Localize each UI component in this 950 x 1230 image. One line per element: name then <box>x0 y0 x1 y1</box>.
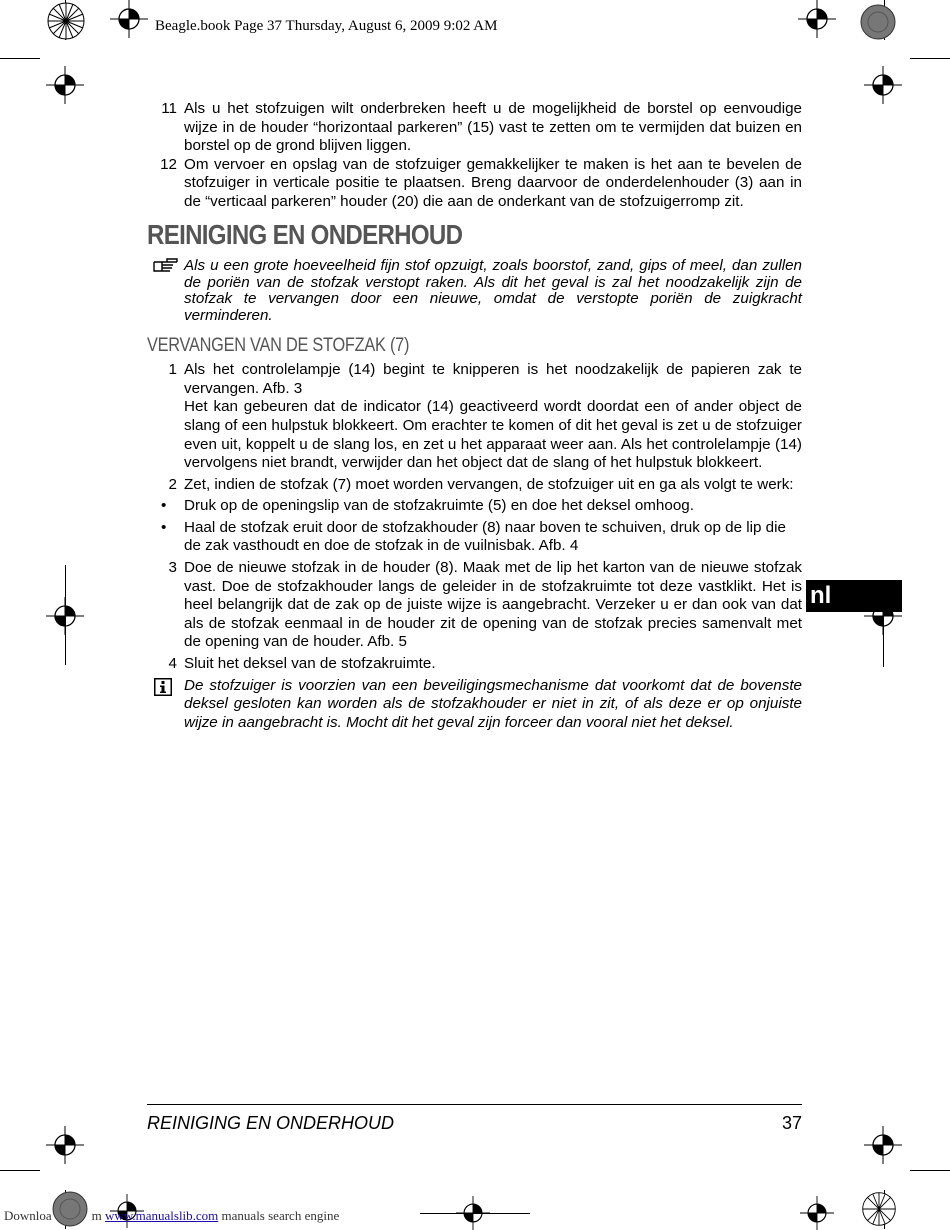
pointing-hand-icon <box>153 256 179 274</box>
bullet-icon: • <box>161 497 167 515</box>
item-number: 11 <box>161 100 177 117</box>
page-content <box>147 100 802 732</box>
bullet-item <box>147 497 802 516</box>
registration-mark-icon <box>860 1190 898 1228</box>
list-item <box>147 156 802 212</box>
item-text: Zet, indien de stofzak (7) moet worden vervangen, de stofzuiger uit en ga als volgt te werk: <box>184 475 794 493</box>
crosshair-icon <box>110 0 148 38</box>
bullet-item <box>147 519 802 556</box>
page-number: 37 <box>781 1113 802 1133</box>
bullet-text: Haal de stofzak eruit door de stofzakhouder (8) naar boven te schuiven, druk op de lip die de zak vasthoudt en doe de stofzak in de vuilnisbak. Afb. 4 <box>184 518 786 555</box>
download-prefix: Downloa <box>4 1208 52 1223</box>
print-header: Beagle.book Page 37 Thursday, August 6, 2009 9:02 AM <box>155 18 498 34</box>
footer-divider <box>147 1104 802 1105</box>
subsection-title: VERVANGEN VAN DE STOFZAK (7) <box>147 334 410 356</box>
crosshair-icon <box>46 1126 84 1164</box>
item-text: Om vervoer en opslag van de stofzuiger gemakkelijker te maken is het aan te bevelen de stofzuiger in verticale positie te plaatsen. Breng daarvoor de onderdelenhouder (3) aan in de “verticaal parkeren” houder (20) die aan de onderkant van de stofzuigerromp zit. <box>184 155 802 210</box>
tip-note <box>147 258 802 324</box>
item-number: 12 <box>160 155 177 173</box>
item-text: Als u het stofzuigen wilt onderbreken heeft u de mogelijkheid de borstel op eenvoudige wijze in de houder “horizontaal parkeren” (15) vast te zetten om te vermijden dat buizen en borstel op de grond blijven liggen. <box>184 100 802 155</box>
list-item <box>147 655 802 674</box>
registration-mark-icon <box>45 0 87 42</box>
footer-title: REINIGING EN ONDERHOUD <box>147 1113 395 1133</box>
crosshair-icon <box>864 66 902 104</box>
list-item <box>147 361 802 473</box>
tip-note-text: Als u een grote hoeveelheid fijn stof opzuigt, zoals boorstof, zand, gips of meel, dan zullen de poriën van de stofzak verstopt raken. Als dit het geval is zal het noodzakelijk zijn de stofzak te vervangen door een nieuwe, omdat de verstopte poriën de zuigkracht verminderen. <box>184 257 802 324</box>
info-icon <box>154 678 172 696</box>
item-number: 2 <box>168 475 177 493</box>
info-note-text: De stofzuiger is voorzien van een beveiligingsmechanisme dat voorkomt dat de bovenste deksel gesloten kan worden als de stofzakhouder er niet in zit, of als deze er op onjuiste wijze in aangebracht is. Mocht dit het geval zijn forceer dan vooral niet het deksel. <box>184 676 802 731</box>
list-item <box>147 476 802 495</box>
item-number: 4 <box>168 655 177 673</box>
item-text: Sluit het deksel van de stofzakruimte. <box>184 655 436 673</box>
item-number: 1 <box>168 361 177 379</box>
item-extra-text: Het kan gebeuren dat de indicator (14) geactiveerd wordt doordat een of ander object de slang of een hulpstuk blokkeert. Om erachter te komen of dit het geval is zet u de stofzuiger even uit, koppelt u de slang los, en zet u het apparaat weer aan. Als het controlelampje (14) vervolgens niet brandt, verwijder dan het object dat de slang of het hulpstuk blokkeert. <box>184 398 802 472</box>
manualslib-link[interactable]: www.manualslib.com <box>105 1208 219 1223</box>
crosshair-icon <box>46 66 84 104</box>
list-item <box>147 100 802 156</box>
download-suffix: manuals search engine <box>218 1208 340 1223</box>
crosshair-icon <box>798 0 836 38</box>
list-item <box>147 559 802 652</box>
item-text: Doe de nieuwe stofzak in de houder (8). Maak met de lip het karton van de nieuwe stofzak vast. Doe de stofzakhouder langs de geleider in de stofzakruimte tot deze vastklikt. Het is heel belangrijk dat de zak op de juiste wijze is aangebracht. Verzeker u er dan ook van dat als de stofzak eenmaal in de houder zit de opening van de stofzak precies samenvalt met de opening van de houder. Afb. 5 <box>184 559 802 651</box>
bullet-text: Druk op de openingslip van de stofzakruimte (5) en doe het deksel omhoog. <box>184 497 694 515</box>
item-number: 3 <box>168 559 177 577</box>
crosshair-icon <box>864 1126 902 1164</box>
bullet-icon: • <box>161 518 167 536</box>
download-notice <box>4 1208 339 1224</box>
section-title: REINIGING EN ONDERHOUD <box>147 218 463 250</box>
download-mid: m <box>91 1208 106 1223</box>
item-text: Als het controlelampje (14) begint te knipperen is het noodzakelijk de papieren zak te vervangen. Afb. 3 <box>184 361 802 397</box>
info-note <box>147 677 802 733</box>
language-tab: nl <box>806 580 902 612</box>
gray-registration-icon <box>860 4 896 40</box>
crosshair-icon <box>800 1196 834 1230</box>
